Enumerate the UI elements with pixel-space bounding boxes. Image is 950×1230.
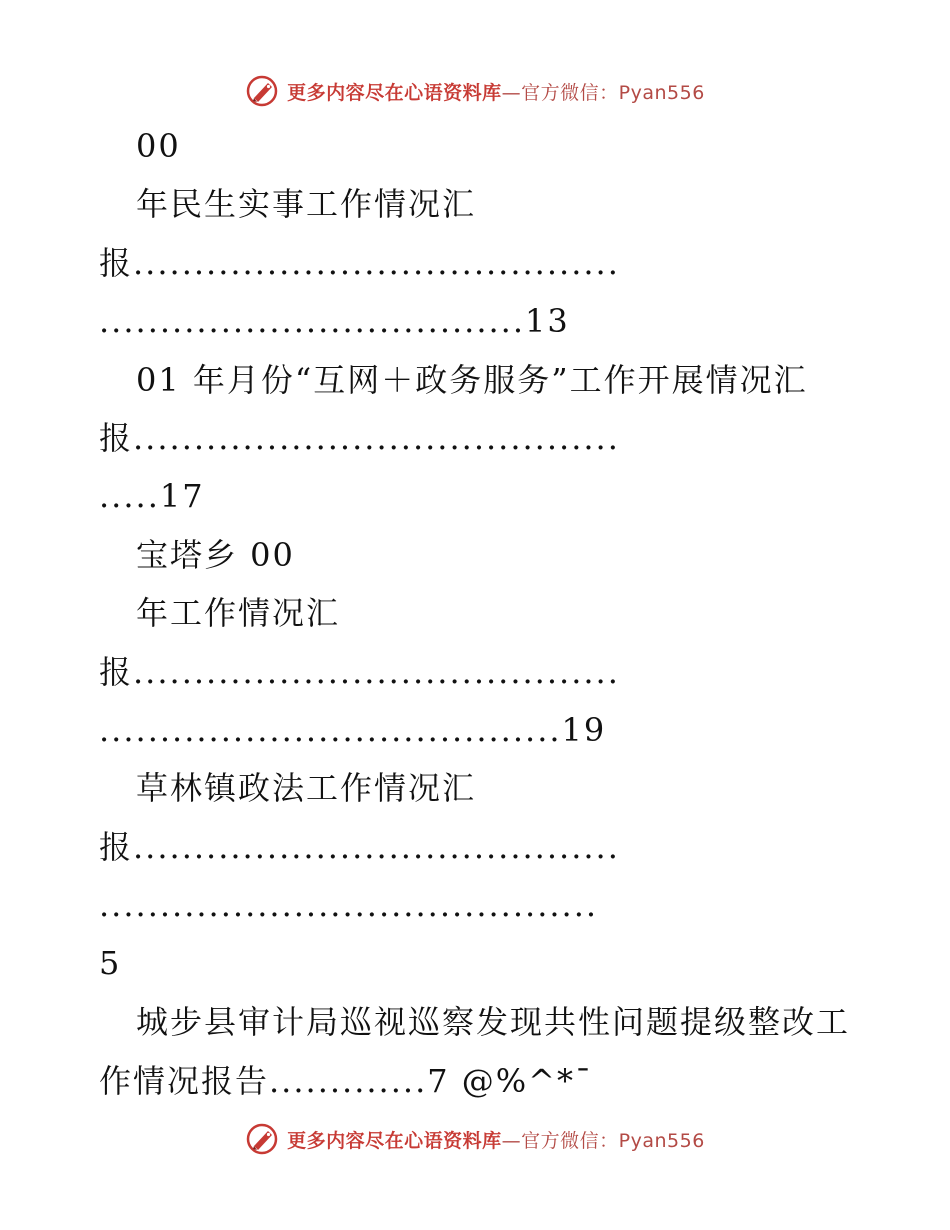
toc-line: 作情况报告.............7 @%^*¯ xyxy=(99,1062,593,1100)
banner-contact: —官方微信：Pyan556 xyxy=(501,81,705,104)
toc-line: 草林镇政法工作情况汇 xyxy=(136,769,477,807)
toc-line: 00 xyxy=(136,127,181,165)
banner-brand: 更多内容尽在心语资料库 xyxy=(287,81,502,104)
toc-line: ......................................19 xyxy=(99,711,607,749)
toc-line: 5 xyxy=(99,944,122,982)
pen-logo-icon xyxy=(245,1122,279,1156)
toc-line: 年民生实事工作情况汇 xyxy=(136,185,477,223)
banner-contact: —官方微信：Pyan556 xyxy=(501,1129,705,1152)
banner-brand: 更多内容尽在心语资料库 xyxy=(287,1129,502,1152)
toc-line: ......................................... xyxy=(99,886,599,924)
toc-line: .....17 xyxy=(99,477,205,515)
toc-line: 01 年月份“互网＋政务服务”工作开展情况汇 xyxy=(136,361,808,399)
toc-line: 报........................................ xyxy=(99,419,620,457)
toc-line: 报........................................ xyxy=(99,244,620,282)
toc-line: ...................................13 xyxy=(99,302,570,340)
toc-line: 年工作情况汇 xyxy=(136,594,341,632)
footer-banner xyxy=(0,1117,950,1161)
toc-line: 报........................................ xyxy=(99,653,620,691)
toc-line: 宝塔乡 00 xyxy=(136,536,295,574)
banner-text xyxy=(287,1126,705,1153)
toc-line: 城步县审计局巡视巡察发现共性问题提级整改工 xyxy=(136,1003,851,1041)
toc-line: 报........................................ xyxy=(99,828,620,866)
